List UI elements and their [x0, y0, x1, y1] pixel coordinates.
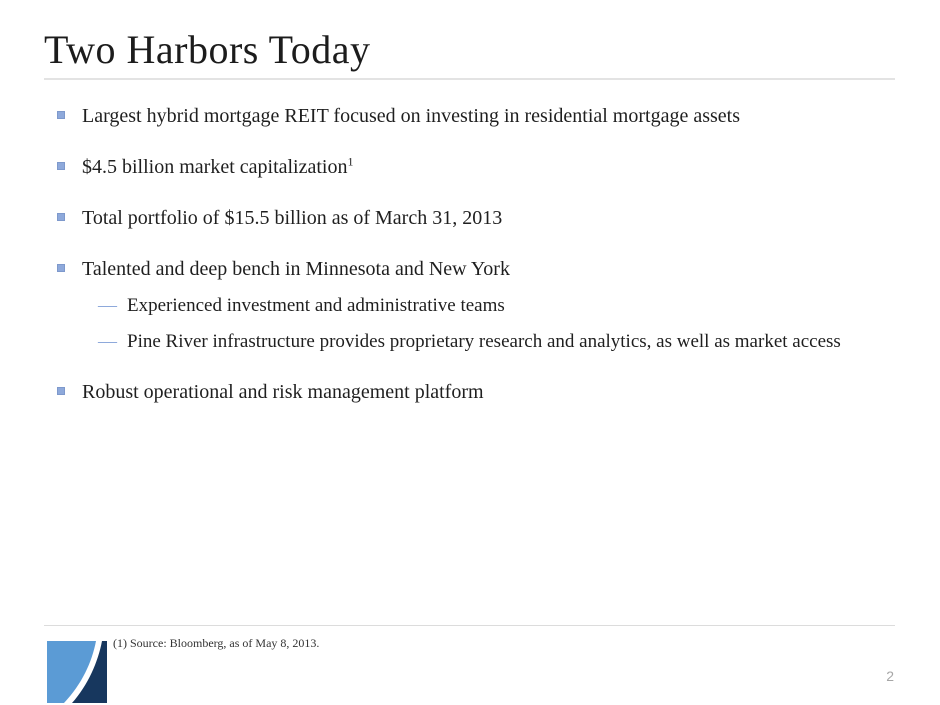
sub-bullet-text: Experienced investment and administrative teams — [127, 295, 505, 316]
sub-bullet-text: Pine River infrastructure provides proprietary research and analytics, as well as market access — [127, 331, 841, 352]
sub-bullet-item — [0, 292, 940, 320]
bullet-square-icon — [57, 111, 65, 119]
title-divider — [44, 78, 895, 80]
bullet-text: Talented and deep bench in Minnesota and New York — [82, 258, 510, 280]
bullet-item — [0, 379, 940, 405]
bullet-text: Robust operational and risk management platform — [82, 381, 484, 403]
bullet-group — [0, 256, 940, 356]
page-title: Two Harbors Today — [44, 27, 371, 72]
slide-body — [0, 96, 940, 405]
sub-bullet-item — [0, 328, 940, 356]
bullet-item — [0, 256, 940, 282]
bullet-text: Total portfolio of $15.5 billion as of March 31, 2013 — [82, 207, 503, 229]
bullet-item — [0, 103, 940, 129]
sub-bullet-list — [0, 292, 940, 356]
dash-icon: — — [98, 295, 117, 316]
bullet-square-icon — [57, 213, 65, 221]
two-harbors-logo — [47, 641, 107, 703]
page-number: 2 — [886, 668, 894, 684]
bullet-square-icon — [57, 264, 65, 272]
dash-icon: — — [98, 331, 117, 352]
bullet-text: Largest hybrid mortgage REIT focused on investing in residential mortgage assets — [82, 105, 740, 127]
bullet-text: $4.5 billion market capitalization — [82, 156, 348, 178]
bullet-square-icon — [57, 387, 65, 395]
footnote-reference: 1 — [347, 154, 354, 169]
bullet-square-icon — [57, 162, 65, 170]
bullet-item — [0, 205, 940, 231]
bullet-item — [0, 154, 940, 180]
footer-divider — [44, 625, 895, 626]
footnote: (1) Source: Bloomberg, as of May 8, 2013. — [113, 636, 320, 650]
